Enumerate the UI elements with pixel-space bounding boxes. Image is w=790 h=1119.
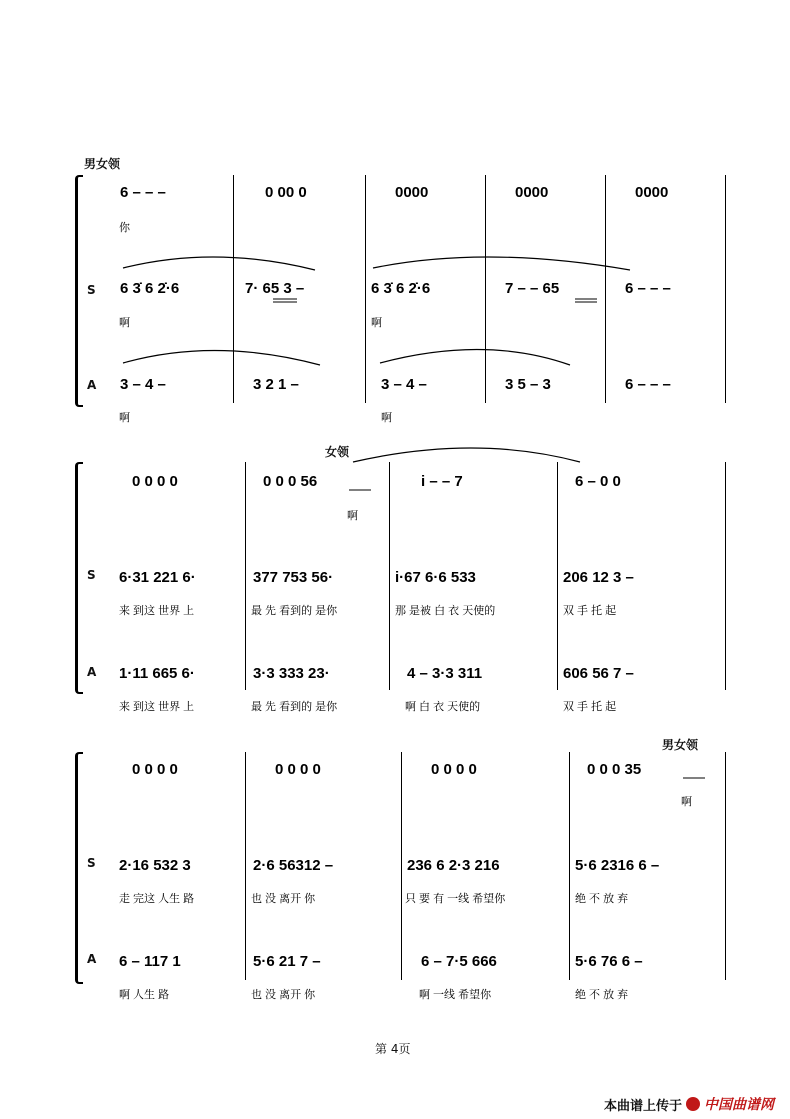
note-measure: 4 – 3·3 311 xyxy=(407,665,483,682)
note-measure: 6 – 0 0 xyxy=(575,473,621,490)
note-measure: 6 – – – xyxy=(625,280,671,297)
note-measure: 0 00 0 xyxy=(265,184,307,201)
note-measure: 0 0 0 0 xyxy=(275,761,321,778)
note-measure: 6 – – – xyxy=(625,376,671,393)
note-measure: 啊 一线 希望你 xyxy=(419,989,492,1001)
source-credit[interactable] xyxy=(604,1094,774,1114)
note-measure: 7 – – 65 xyxy=(505,280,560,297)
note-measure: 206 12 3 – xyxy=(563,569,634,586)
page-number: 第 4页 xyxy=(375,1042,411,1056)
note-measure: 啊 xyxy=(681,796,692,808)
note-measure: 3 5 – 3 xyxy=(505,376,551,393)
note-measure: 0 0 0 35 xyxy=(587,761,642,778)
slur xyxy=(373,257,630,270)
lyric: 啊 xyxy=(119,317,130,329)
note-measure: 0000 xyxy=(395,184,429,201)
site-name: 中国曲谱网 xyxy=(704,1097,774,1113)
note-measure: 2·16 532 3 xyxy=(119,857,191,874)
lyric: 啊 xyxy=(119,412,130,424)
note-measure: 0000 xyxy=(515,184,549,201)
note-measure: 也 没 离开 你 xyxy=(251,989,316,1001)
slur xyxy=(123,257,315,270)
site-logo-icon xyxy=(686,1097,700,1111)
staff-name-s: S xyxy=(87,568,96,582)
staff-name-a: A xyxy=(87,665,97,679)
note-measure: 绝 不 放 弃 xyxy=(575,989,629,1001)
lyric: 啊 xyxy=(371,317,382,329)
note-measure: 啊 白 衣 天使的 xyxy=(405,701,481,713)
note-measure: 0 0 0 0 xyxy=(132,473,178,490)
staff-name-a: A xyxy=(87,378,97,392)
note-measure: 6 – – – xyxy=(120,184,166,201)
note-measure: 5·6 76 6 – xyxy=(575,953,643,970)
lyric: 啊 xyxy=(381,412,392,424)
slur xyxy=(353,448,580,462)
note-measure: 0 0 0 0 xyxy=(431,761,477,778)
note-measure: i – – 7 xyxy=(421,473,463,490)
note-measure: 6 3̇ 6 2̇·6 xyxy=(371,280,431,297)
slur xyxy=(123,350,320,365)
staff-name-s: S xyxy=(87,283,96,297)
note-measure: 6 – 7·5 666 xyxy=(421,953,497,970)
note-measure: 6 – 117 1 xyxy=(119,953,181,970)
note-measure: 走 完这 人生 路 xyxy=(119,893,195,905)
note-measure: 啊 xyxy=(347,510,358,522)
note-measure: 啊 人生 路 xyxy=(119,989,170,1001)
solo-label-1: 男女领 xyxy=(84,157,121,171)
notation-system-2 xyxy=(75,462,735,713)
slur xyxy=(380,349,570,365)
note-measure: 3 2 1 – xyxy=(253,376,299,393)
notation-system-3 xyxy=(75,752,735,1001)
note-measure: 只 要 有 一线 希望你 xyxy=(405,893,506,905)
note-measure: 3 – 4 – xyxy=(120,376,166,393)
note-measure: 5·6 2316 6 – xyxy=(575,857,660,874)
solo-label-3: 男女领 xyxy=(662,738,699,752)
system-3 xyxy=(75,752,725,1001)
note-measure: 绝 不 放 弃 xyxy=(575,893,629,905)
system-2 xyxy=(75,462,725,713)
staff-name-a: A xyxy=(87,952,97,966)
note-measure: 最 先 看到的 是你 xyxy=(251,701,338,713)
note-measure: 377 753 56· xyxy=(253,569,334,586)
note-measure: 双 手 托 起 xyxy=(563,605,617,617)
note-measure: i·67 6·6 533 xyxy=(395,569,476,586)
note-measure: 1·11 665 6· xyxy=(119,665,195,682)
note-measure: 来 到这 世界 上 xyxy=(119,701,195,713)
solo-label-2: 女领 xyxy=(325,445,350,459)
note-measure: 双 手 托 起 xyxy=(563,701,617,713)
note-measure: 6·31 221 6· xyxy=(119,569,196,586)
note-measure: 最 先 看到的 是你 xyxy=(251,605,338,617)
system-1 xyxy=(75,175,725,424)
staff-name-s: S xyxy=(87,856,96,870)
note-measure: 0 0 0 0 xyxy=(132,761,178,778)
note-measure: 2·6 56312 – xyxy=(253,857,334,874)
note-measure: 0000 xyxy=(635,184,669,201)
notation-system-1 xyxy=(75,175,735,424)
note-measure: 也 没 离开 你 xyxy=(251,893,316,905)
note-measure: 0 0 0 56 xyxy=(263,473,318,490)
upload-text: 本曲谱上传于 xyxy=(603,1098,682,1114)
note-measure: 3 – 4 – xyxy=(381,376,427,393)
note-measure: 236 6 2·3 216 xyxy=(407,857,500,874)
note-measure: 7· 65 3 – xyxy=(245,280,305,297)
note-measure: 来 到这 世界 上 xyxy=(119,605,195,617)
note-measure: 3·3 333 23· xyxy=(253,665,330,682)
note-measure: 6 3̇ 6 2̇·6 xyxy=(120,280,180,297)
note-measure: 那 是被 白 衣 天使的 xyxy=(395,605,496,617)
note-measure: 5·6 21 7 – xyxy=(253,953,321,970)
lyric: 你 xyxy=(119,222,130,234)
note-measure: 606 56 7 – xyxy=(563,665,634,682)
